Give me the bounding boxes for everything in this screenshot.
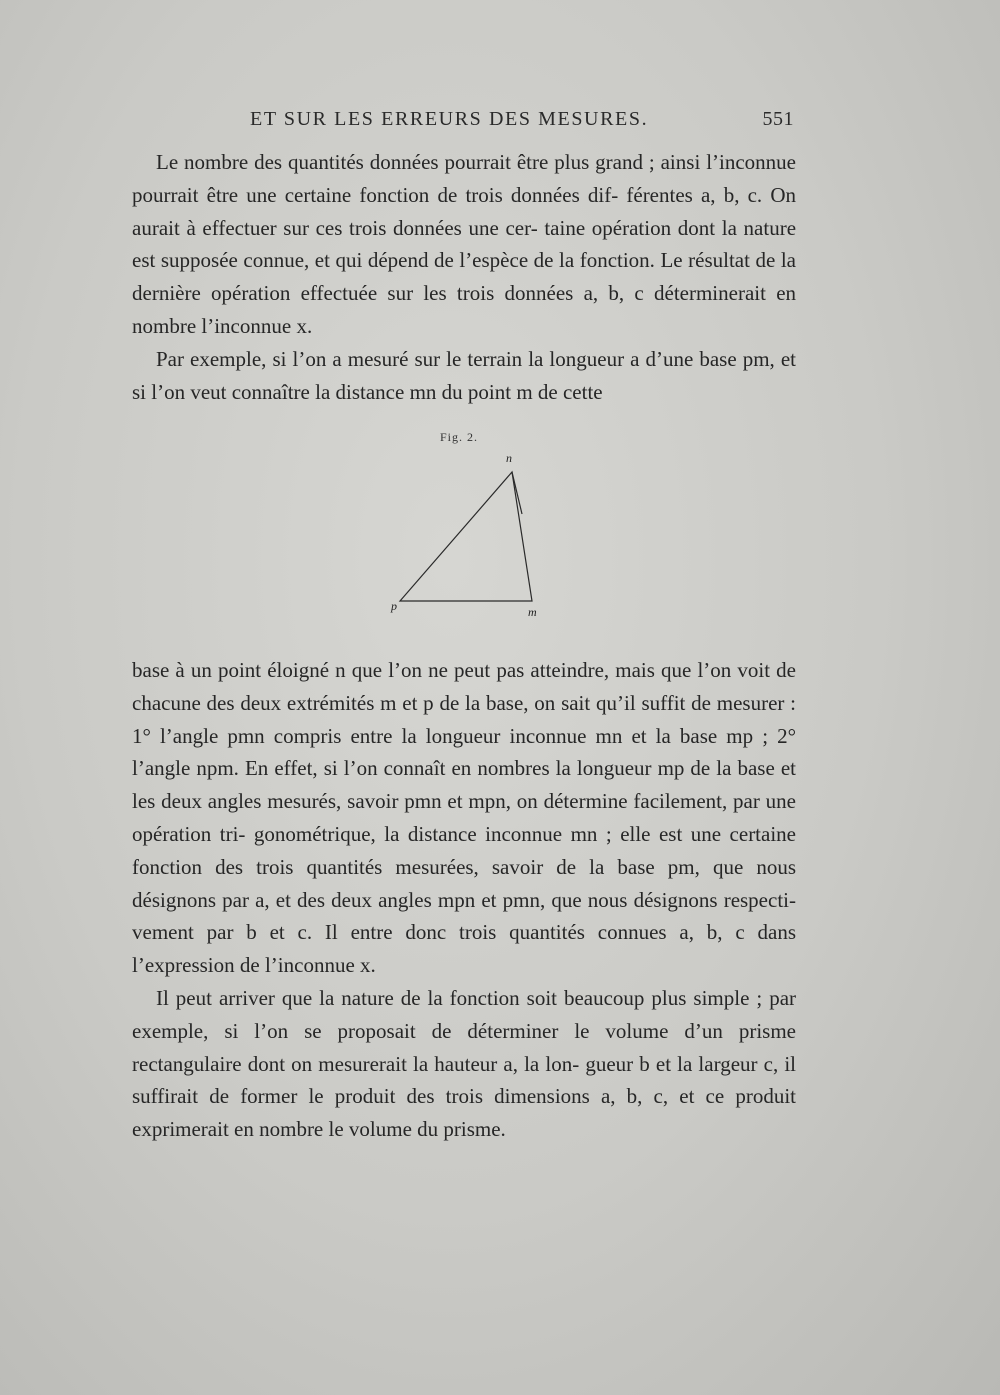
page-number: 551: [762, 108, 794, 130]
figure-triangle: [380, 426, 560, 626]
paragraph-1: [132, 146, 796, 343]
running-title: ET SUR LES ERREURS DES MESURES.: [250, 108, 649, 130]
text-line: savoir pmn et mpn, on détermine facilement, par une opération tri-: [132, 789, 797, 846]
text-line: par a, et des deux angles mpn et pmn, que nous désignons respecti-: [222, 887, 796, 912]
text-line: l’expression de l’inconnue x.: [132, 953, 376, 978]
text-line: inconnue mn et la base mp ; 2° l’angle npm. En effet, si l’on connaît: [132, 723, 796, 781]
paragraph-3: [132, 982, 796, 1146]
text-line: taine opération dont la nature est supposée connue, et qui dépend de: [132, 215, 797, 273]
text-line: en nombres la longueur mp de la base et les deux angles mesurés,: [132, 756, 796, 814]
text-line: base à un point éloigné n que l’on ne peut pas atteindre, mais que: [132, 658, 692, 682]
triangle-pmn: [400, 472, 532, 601]
text-line: férentes a, b, c. On aurait à effectuer sur ces trois données une cer-: [132, 182, 797, 240]
paragraph-2-end: [132, 654, 796, 982]
text-line: d’un prisme rectangulaire dont on mesurerait la hauteur a, la lon-: [132, 1018, 796, 1076]
text-line: gueur b et la largeur c, il suffirait de former le produit des trois: [132, 1051, 797, 1109]
text-line: des trois quantités mesurées, savoir de la base pm, que nous désignons: [132, 854, 797, 912]
text-line: base pm, et si l’on veut connaître la distance mn du point m de cette: [132, 346, 796, 404]
text-line: Il peut arriver que la nature de la fonction soit beaucoup plus: [156, 985, 687, 1010]
text-line: prisme.: [443, 1117, 506, 1142]
text-line: sur les trois données a, b, c déterminerait en nombre l’inconnue x.: [132, 281, 797, 338]
paragraph-2-start: [132, 343, 796, 409]
text-block-top: [132, 146, 796, 408]
point-n-label: n: [506, 451, 512, 465]
figure-caption: Fig. 2.: [440, 430, 479, 444]
text-line: l’espèce de la fonction. Le résultat de la dernière opération effectuée: [132, 248, 796, 306]
text-line: vement par b et c. Il entre donc trois quantités connues a, b, c dans: [132, 920, 796, 945]
text-line: qu’il suffit de mesurer : 1° l’angle pmn compris entre la longueur: [132, 690, 796, 748]
text-line: l’inconnue pourrait être une certaine fonction de trois données dif-: [132, 150, 797, 207]
point-m-label: m: [528, 605, 537, 619]
point-p-label: p: [391, 599, 397, 613]
text-line: gonométrique, la distance inconnue mn ; elle est une certaine fonction: [132, 821, 796, 879]
text-line: l’on voit de chacune des deux extrémités m et p de la base, on sait: [132, 658, 796, 715]
text-line: Le nombre des quantités données pourrait être plus grand ; ainsi: [156, 150, 701, 174]
text-block-bottom: [132, 654, 796, 1146]
triangle-diagram: [380, 426, 560, 626]
text-line: simple ; par exemple, si l’on se proposait de déterminer le volume: [132, 985, 797, 1043]
text-line: Par exemple, si l’on a mesuré sur le terrain la longueur a d’une: [156, 346, 694, 371]
text-line: dimensions a, b, c, et ce produit exprimerait en nombre le volume du: [132, 1084, 796, 1142]
running-header: [250, 108, 794, 136]
